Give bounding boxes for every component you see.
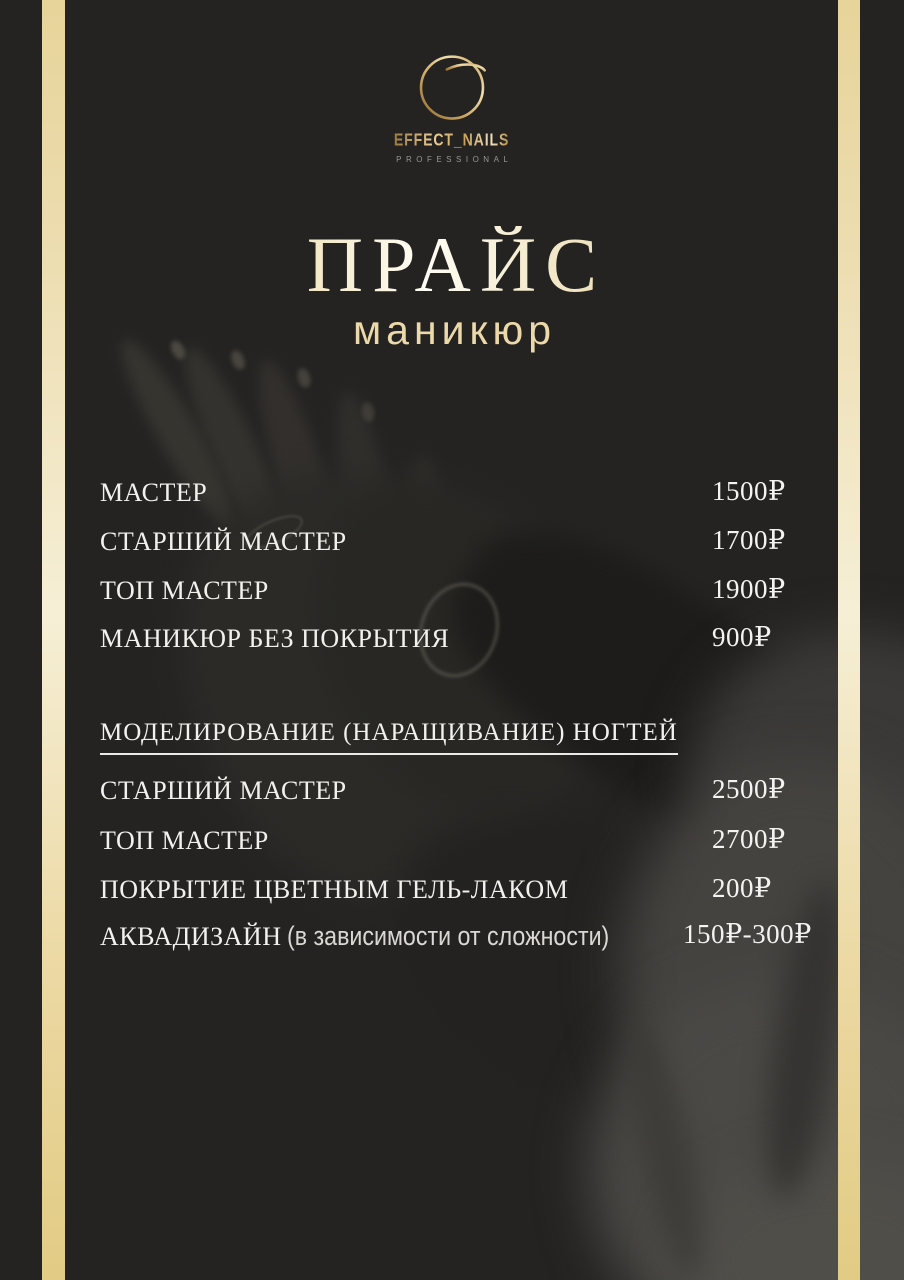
service-label: ТОП МАСТЕР xyxy=(100,576,269,605)
price-value: 200₽ xyxy=(712,873,772,903)
ef-monogram-icon xyxy=(409,42,495,128)
price-row xyxy=(100,921,844,955)
price-value: 1900₽ xyxy=(712,574,786,604)
service-label: МАСТЕР xyxy=(100,478,208,507)
brand-logo xyxy=(0,42,904,164)
price-row xyxy=(100,527,844,561)
price-row xyxy=(100,478,844,512)
service-label: СТАРШИЙ МАСТЕР xyxy=(100,527,347,556)
brand-name: EFFECT_NAILS xyxy=(394,131,510,150)
price-value: 2500₽ xyxy=(712,774,786,804)
page-title: ПРАЙС xyxy=(0,226,904,304)
price-value: 1500₽ xyxy=(712,476,786,506)
service-label: МАНИКЮР БЕЗ ПОКРЫТИЯ xyxy=(100,624,450,653)
price-row xyxy=(100,576,844,610)
service-label: ТОП МАСТЕР xyxy=(100,826,269,855)
page-subtitle: маникюр xyxy=(352,307,557,353)
section-heading: МОДЕЛИРОВАНИЕ (НАРАЩИВАНИЕ) НОГТЕЙ xyxy=(100,719,678,755)
price-row xyxy=(100,776,844,810)
price-value: 150₽-300₽ xyxy=(683,919,812,949)
price-value: 2700₽ xyxy=(712,824,786,854)
service-label: ПОКРЫТИЕ ЦВЕТНЫМ ГЕЛЬ-ЛАКОМ xyxy=(100,875,569,904)
price-row xyxy=(100,624,844,658)
brand-tagline: PROFESSIONAL xyxy=(396,155,513,164)
price-row xyxy=(100,875,844,909)
price-value: 900₽ xyxy=(712,622,772,652)
price-row xyxy=(100,826,844,860)
service-label: АКВАДИЗАЙН xyxy=(100,922,282,951)
service-label: СТАРШИЙ МАСТЕР xyxy=(100,776,347,805)
price-value: 1700₽ xyxy=(712,525,786,555)
service-note: (в зависимости от сложности) xyxy=(287,921,610,951)
